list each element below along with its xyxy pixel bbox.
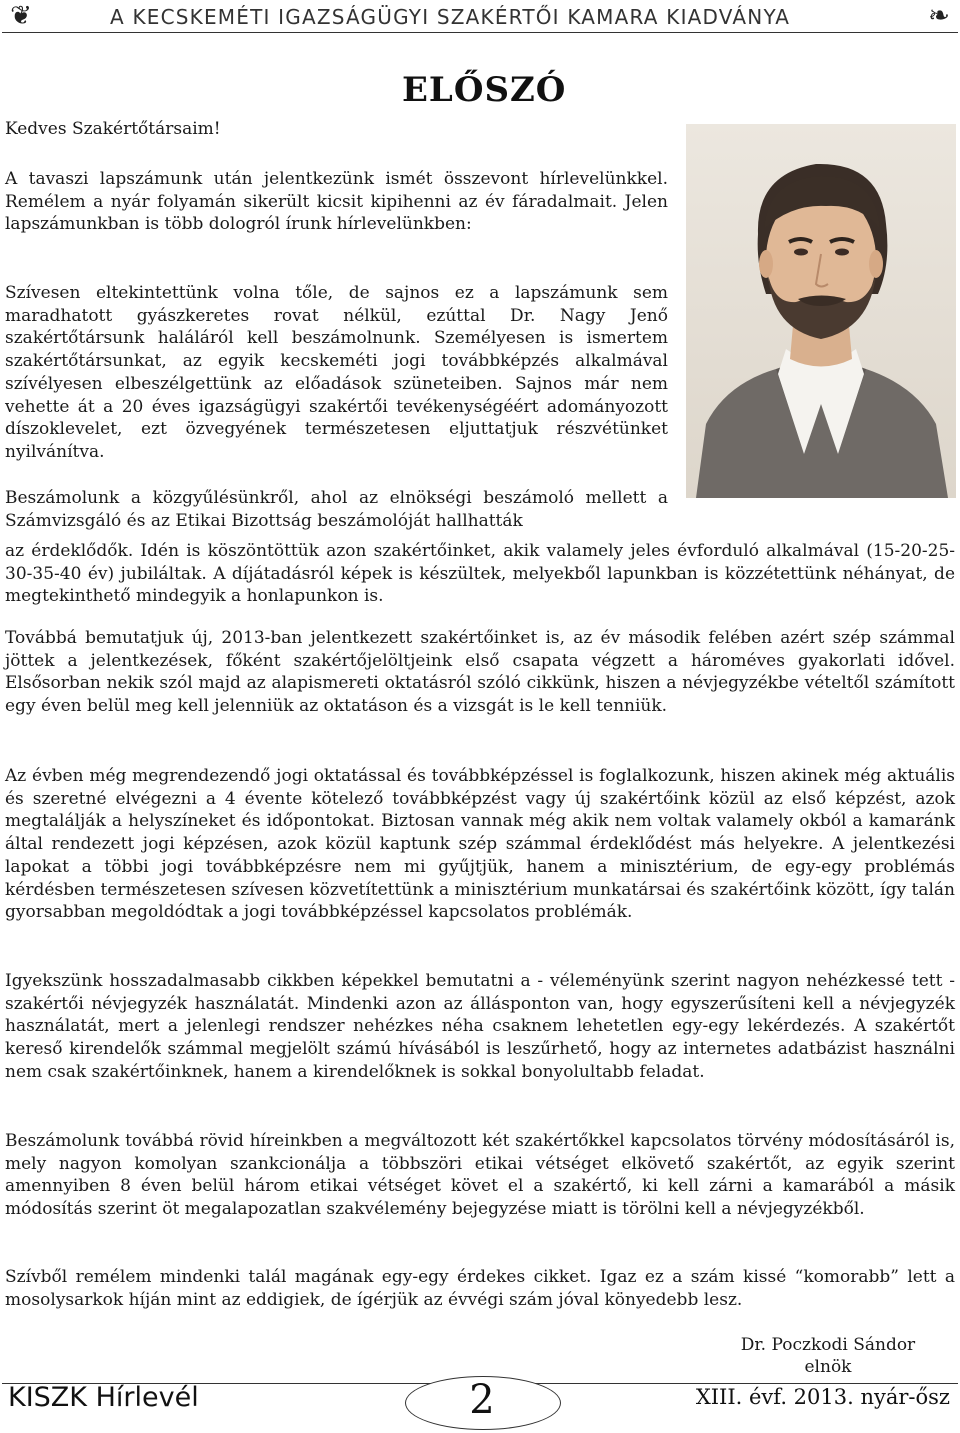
ornament-right-icon: ❧: [928, 1, 950, 31]
author-portrait: [686, 124, 956, 498]
paragraph-1: A tavaszi lapszámunk után jelentkezünk ismét összevont hírlevelünkkel. Remélem a nyár folyamán sikerült kicsit kipihenni az év fáradalmait. Jelen lapszámunkban is több dologról írunk hírlevelünkben:: [5, 169, 668, 235]
paragraph-2: Szívesen eltekintettünk volna tőle, de sajnos ez a lapszámunk sem maradhatott gyászkeretes rovat nélkül, ezúttal Dr. Nagy Jenő szakértőtársunk haláláról kell beszámolnunk. Személyesen is ismertem szakértőtársunkat, az egyik kecskeméti jogi továbbképzés alkalmával szívélyesen elbeszélgettünk az előadások szüneteiben. Sajnos már nem vehette át a 20 éves igazságügyi szakértői tevékenységéért adományozott díszoklevelet, ezt özvegyének természetesen eljuttatjuk részvétünket nyilvánítva.: [5, 283, 668, 462]
salutation: Kedves Szakértőtársaim!: [5, 119, 221, 139]
signature-name: Dr. Poczkodi Sándor: [740, 1335, 916, 1355]
paragraph-7: Beszámolunk továbbá rövid híreinkben a megváltozott két szakértőkkel kapcsolatos törvény módosításáról is, mely nagyon komolyan szankcionálja a többszöri etikai vétséget elkövető szakértőt, az egyik szerint amennyiben 8 éven belül három etikai vétséget követ el a szakértő, ki kell zárni a kamarából a másik módosítás szerint öt megalapozatlan szakvélemény bejegyzése miatt is törölni kell a névjegyzékből.: [5, 1131, 955, 1220]
newsletter-name: KISZK Hírlevél: [8, 1382, 199, 1413]
publication-title: A KECSKEMÉTI IGAZSÁGÜGYI SZAKÉRTŐI KAMARA KIADVÁNYA: [110, 5, 791, 29]
paragraph-8: Szívből remélem mindenki talál magának egy-egy érdekes cikket. Igaz ez a szám kissé “komorabb” lett a mosolysarkok híján mint az eddigiek, de ígérjük az évvégi szám jóval könyedebb lesz.: [5, 1267, 955, 1310]
signature-title: elnök: [804, 1357, 852, 1377]
header-rule: [2, 32, 958, 33]
ornament-left-icon: ❦: [10, 1, 32, 31]
paragraph-3b: az érdeklődők. Idén is köszöntöttük azon szakértőinket, akik valamely jeles évforduló alkalmával (15-20-25-30-35-40 év) jubiláltak. A díjátadásról képek is készültek, melyekből lapunkban is közzétettünk néhányat, de megtekinthető mindegyik a honlapunkon is.: [5, 541, 955, 607]
paragraph-5: Az évben még megrendezendő jogi oktatással és továbbképzéssel is foglalkozunk, hiszen akinek még aktuális és szeretné elvégezni a 4 évente kötelező továbbképzést vagy új szakértőink közül az első képzést, azok megtalálják a helyszíneket és időpontokat. Biztosan vannak még akik nem voltak valamely okból a kamaránk által rendezett jogi képzésen, azok közül kaptunk szép számmal érdeklődést más helyekre. A jelentkezési lapokat a többi jogi továbbképzésre nem mi gyűjtjük, hanem a minisztérium, de egy-egy problémás kérdésben természetesen szívesen közvetítettünk a minisztérium munkatársai és szakértőink között, így talán gyorsabban megoldódtak a jogi továbbképzéssel kapcsolatos problémák.: [5, 766, 955, 923]
paragraph-6: Igyekszünk hosszadalmasabb cikkben képekkel bemutatni a - véleményünk szerint nagyon nehézkessé tett - szakértői névjegyzék használatát. Mindenki azon az állásponton van, hogy egyszerűsíteni kell a névjegyzék használatát, mert a jelenlegi rendszer nehézkes néha csaknem lehetetlen egy-egy lekérdezés. A szakértőt kereső kirendelők számmal megjelölt számú hívásából is leszűrhető, hogy az internetes adatbázist használni nem csak szakértőinknek, hanem a kirendelőknek is sokkal bonyolultabb feladat.: [5, 971, 955, 1082]
issue-info: XIII. évf. 2013. nyár-ősz: [695, 1385, 950, 1409]
paragraph-4: Továbbá bemutatjuk új, 2013-ban jelentkezett szakértőinket is, az év második felében azért szép számmal jöttek a jelentkezések, főként szakértőjelöltjeink első csapata végzett a hároméves gyakorlati idővel. Elsősorban nekik szól majd az alapismereti oktatásról szóló cikkünk, hiszen a névjegyzékbe vételtől számított egy éven belül meg kell jelenniük az oktatáson és a vizsgát is le kell tenniük.: [5, 628, 955, 717]
paragraph-3a: Beszámolunk a közgyűlésünkről, ahol az elnökségi beszámoló mellett a Számvizsgáló és az Etikai Bizottság beszámolóját hallhatták: [5, 488, 668, 531]
article-heading: ELŐSZÓ: [402, 70, 567, 110]
page-header: [0, 0, 960, 34]
page-number: 2: [469, 1377, 495, 1423]
